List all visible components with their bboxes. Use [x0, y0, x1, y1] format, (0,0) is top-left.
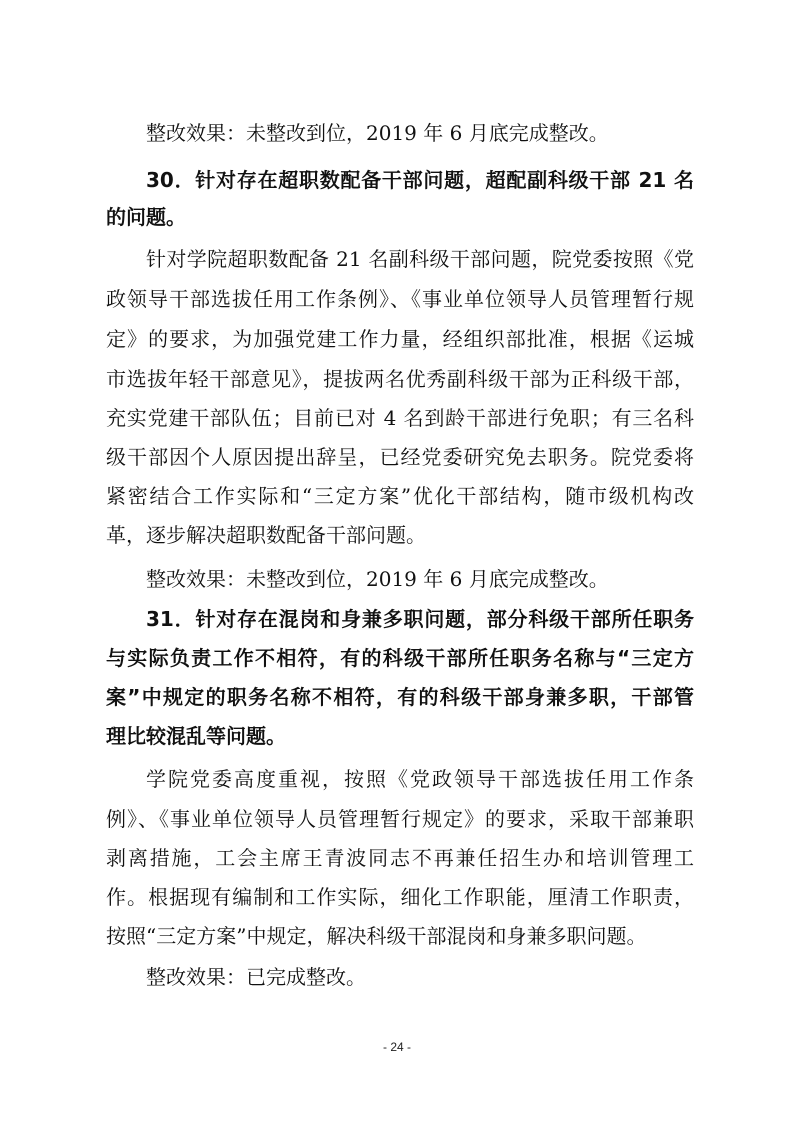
paragraph-line: 充实党建干部队伍；目前已对 4 名到龄干部进行免职；有三名科 — [106, 406, 694, 430]
paragraph-line: 整改效果：未整改到位，2019 年 6 月底完成整改。 — [146, 567, 609, 591]
paragraph-line: 紧密结合工作实际和“三定方案”优化干部结构，随市级机构改 — [106, 484, 694, 508]
paragraph-line: 针对学院超职数配备 21 名副科级干部问题，院党委按照《党 — [146, 247, 694, 271]
paragraph-line: 定》的要求，为加强党建工作力量，经组织部批准，根据《运城 — [106, 327, 694, 351]
heading-line: 与实际负责工作不相符，有的科级干部所任职务名称与“三定方 — [106, 646, 694, 670]
paragraph-line: 政领导干部选拔任用工作条例》、《事业单位领导人员管理暂行规 — [106, 287, 694, 311]
heading-line: 理比较混乱等问题。 — [106, 724, 286, 748]
paragraph-line: 作。根据现有编制和工作实际，细化工作职能，厘清工作职责， — [106, 885, 694, 909]
paragraph-line: 整改效果：已完成整改。 — [146, 965, 366, 989]
paragraph-line: 整改效果：未整改到位，2019 年 6 月底完成整改。 — [146, 121, 609, 145]
paragraph-line: 市选拔年轻干部意见》，提拔两名优秀副科级干部为正科级干部， — [106, 367, 694, 391]
paragraph-line: 剥离措施，工会主席王青波同志不再兼任招生办和培训管理工 — [106, 846, 694, 870]
heading-line: 的问题。 — [106, 205, 186, 229]
paragraph-line: 革，逐步解决超职数配备干部问题。 — [106, 523, 426, 547]
paragraph-line: 级干部因个人原因提出辞呈，已经党委研究免去职务。院党委将 — [106, 445, 694, 469]
paragraph-line: 按照“三定方案”中规定，解决科级干部混岗和身兼多职问题。 — [106, 924, 647, 948]
heading-line: 案”中规定的职务名称不相符，有的科级干部身兼多职，干部管 — [106, 685, 694, 709]
heading-line: 30．针对存在超职数配备干部问题，超配副科级干部 21 名 — [146, 168, 694, 192]
paragraph-line: 学院党委高度重视，按照《党政领导干部选拔任用工作条 — [146, 767, 694, 791]
heading-line: 31．针对存在混岗和身兼多职问题，部分科级干部所任职务 — [146, 607, 694, 631]
paragraph-line: 例》、《事业单位领导人员管理暂行规定》的要求，采取干部兼职 — [106, 807, 694, 831]
page-number: - 24 - — [382, 1040, 411, 1054]
